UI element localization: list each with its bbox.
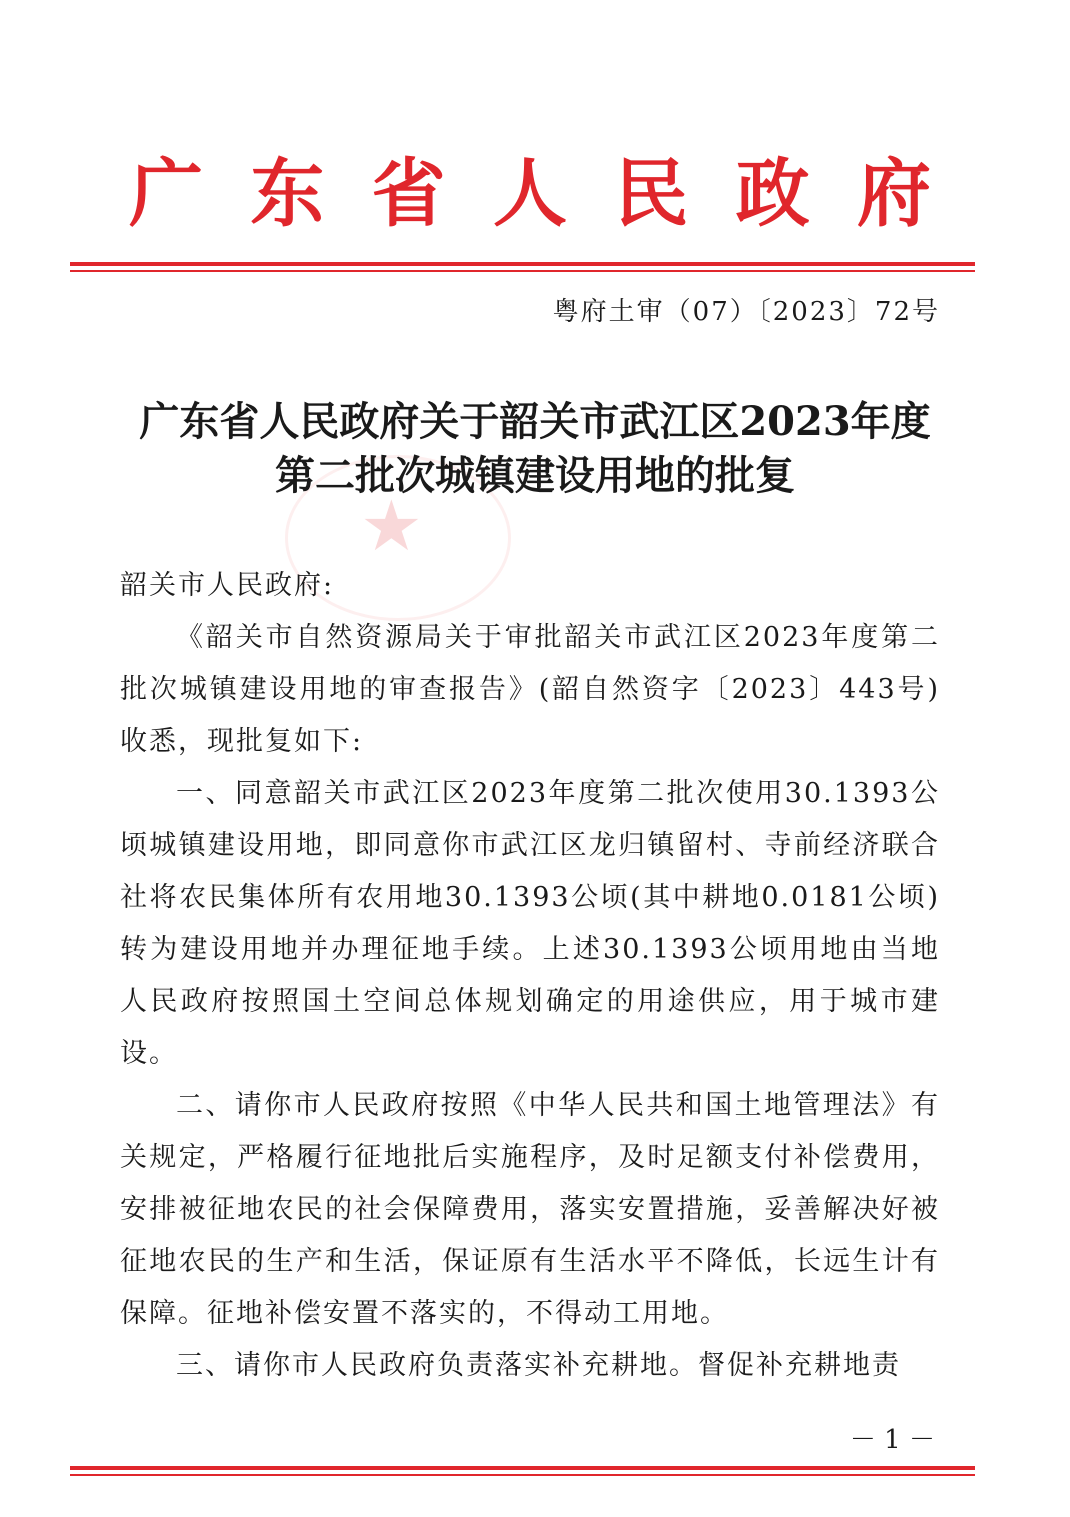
- issuer-char: 民: [614, 151, 689, 237]
- issuer-header: [120, 148, 940, 240]
- issuer-char: 广: [129, 151, 203, 237]
- header-divider-thin: [70, 270, 975, 272]
- issuer-char: 人: [492, 151, 567, 237]
- title-line: 广东省人民政府关于韶关市武江区2023年度: [139, 398, 931, 445]
- header-divider-thick: [70, 262, 975, 266]
- addressee: 韶关市人民政府:: [120, 570, 335, 601]
- body-paragraph: 一、同意韶关市武江区2023年度第二批次使用30.1393公顷城镇建设用地，即同意你市武江区龙归镇留村、寺前经济联合社将农民集体所有农用地30.1393公顷(其中耕地0.0181公顷)转为建设用地并办理征地手续。上述30.1393公顷用地由当地人民政府按照国土空间总体规划确定的用途供应，用于城市建设。: [120, 778, 940, 1069]
- issuer-char: 省: [371, 151, 446, 237]
- issuer-char: 东: [250, 151, 325, 237]
- issuer-char: 府: [856, 151, 931, 237]
- body-paragraph: 二、请你市人民政府按照《中华人民共和国土地管理法》有关规定，严格履行征地批后实施程序，及时足额支付补偿费用，安排被征地农民的社会保障费用，落实安置措施，妥善解决好被征地农民的生产和生活，保证原有生活水平不降低，长远生计有保障。征地补偿安置不落实的，不得动工用地。: [120, 1090, 940, 1329]
- issuer-char: 政: [735, 151, 810, 237]
- document-number: 粤府土审（07）〔2023〕72号: [552, 297, 940, 327]
- document-title: [100, 395, 970, 503]
- body-paragraph: 《韶关市自然资源局关于审批韶关市武江区2023年度第二批次城镇建设用地的审查报告》(韶自然资字〔2023〕443号)收悉，现批复如下:: [120, 622, 940, 757]
- title-line: 第二批次城镇建设用地的批复: [275, 452, 795, 499]
- body-paragraph: 三、请你市人民政府负责落实补充耕地。督促补充耕地责: [176, 1350, 901, 1381]
- footer-divider-thin: [70, 1474, 975, 1476]
- document-body: [120, 560, 940, 1392]
- page-number: － 1 －: [849, 1425, 935, 1455]
- seal-star-icon: ★: [360, 485, 423, 567]
- footer-divider-thick: [70, 1466, 975, 1470]
